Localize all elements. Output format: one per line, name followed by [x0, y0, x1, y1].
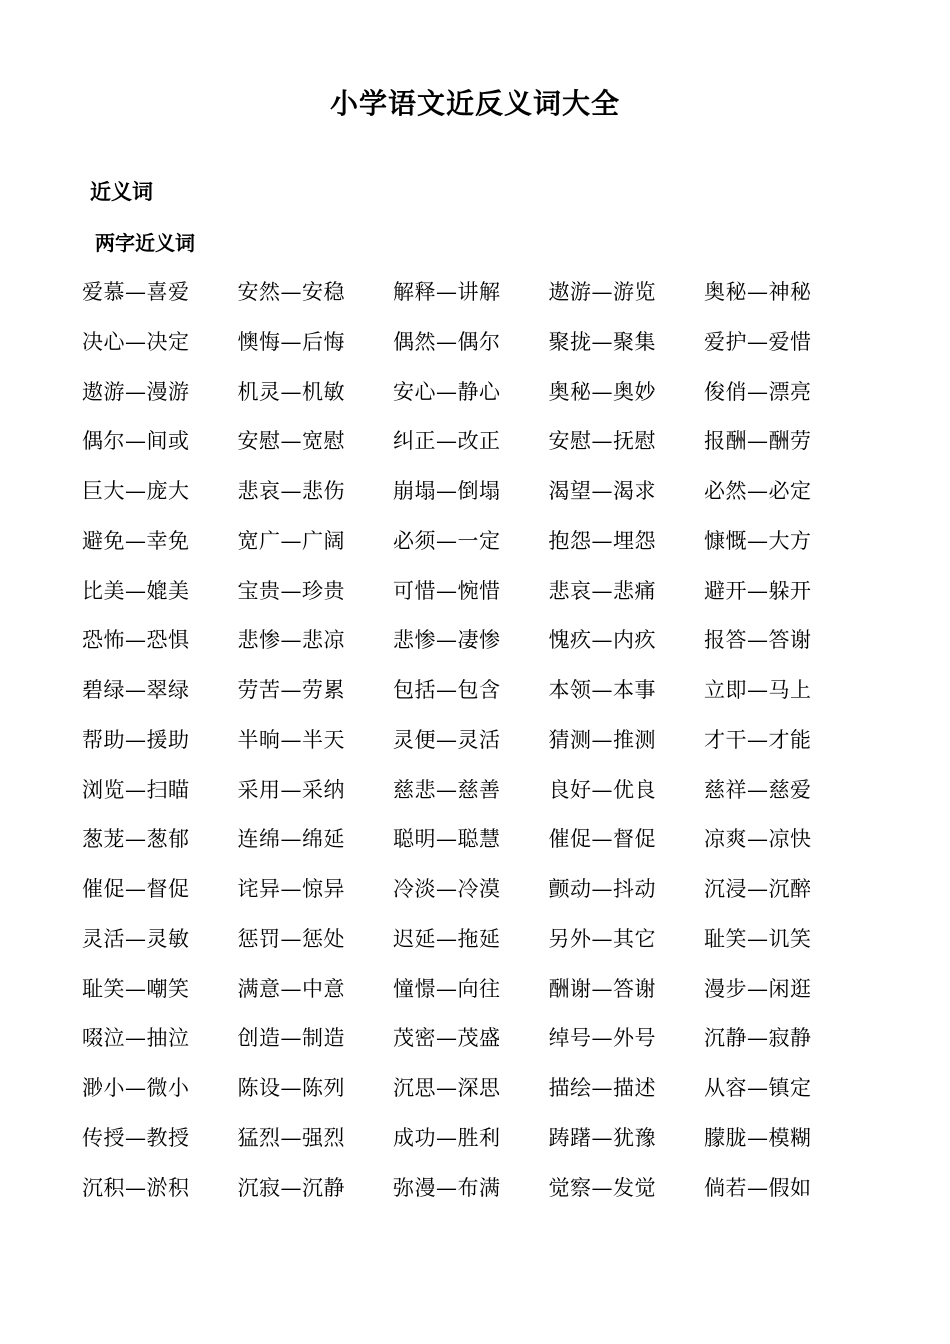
synonym-pair: 另外—其它 [548, 926, 656, 951]
synonym-pair: 灵便—灵活 [393, 727, 501, 752]
synonym-pair: 成功—胜利 [393, 1125, 501, 1150]
synonym-pair: 半晌—半天 [237, 727, 345, 752]
synonym-pair: 满意—中意 [237, 976, 345, 1001]
synonym-pair: 从容—镇定 [704, 1076, 812, 1100]
synonym-pair: 凉爽—凉快 [704, 827, 812, 852]
synonym-pair: 俊俏—漂亮 [704, 379, 812, 404]
synonym-pair: 机灵—机敏 [237, 379, 345, 404]
synonym-pair: 弥漫—布满 [393, 1175, 501, 1200]
synonym-pair: 良好—优良 [548, 777, 656, 802]
synonym-pair: 安慰—宽慰 [237, 429, 345, 454]
synonym-pair: 懊悔—后悔 [237, 329, 345, 354]
synonym-pair: 慈祥—慈爱 [704, 777, 812, 802]
synonym-pair: 灵活—灵敏 [82, 926, 190, 951]
synonym-pair: 连绵—绵延 [237, 827, 345, 852]
synonym-grid [82, 272, 860, 1217]
synonym-pair: 颤动—抖动 [548, 877, 656, 901]
synonym-pair: 劳苦—劳累 [237, 678, 345, 702]
synonym-pair: 猛烈—强烈 [237, 1125, 345, 1150]
synonym-pair: 浏览—扫瞄 [82, 777, 190, 802]
subsection-heading: 两字近义词 [95, 231, 195, 255]
synonym-pair: 避免—幸免 [82, 528, 190, 553]
synonym-pair: 悲哀—悲伤 [237, 479, 345, 503]
synonym-pair: 宽广—广阔 [237, 528, 345, 553]
synonym-pair: 悲惨—悲凉 [237, 628, 345, 653]
synonym-pair: 绰号—外号 [548, 1026, 656, 1051]
synonym-pair: 酬谢—答谢 [548, 976, 656, 1001]
synonym-pair: 遨游—漫游 [82, 379, 190, 404]
synonym-pair: 帮助—援助 [82, 727, 190, 752]
synonym-pair: 慈悲—慈善 [393, 777, 501, 802]
document-title: 小学语文近反义词大全 [329, 87, 620, 120]
synonym-pair: 爱护—爱惜 [704, 329, 812, 354]
synonym-pair: 爱慕—喜爱 [82, 280, 190, 304]
synonym-pair: 葱茏—葱郁 [82, 827, 190, 852]
synonym-pair: 沉积—淤积 [82, 1175, 190, 1200]
synonym-pair: 才干—才能 [704, 727, 812, 752]
synonym-pair: 渴望—渴求 [548, 479, 656, 503]
synonym-pair: 沉浸—沉醉 [704, 877, 812, 901]
synonym-pair: 可惜—惋惜 [393, 578, 501, 603]
synonym-pair: 偶然—偶尔 [393, 329, 501, 354]
section-heading: 近义词 [90, 180, 153, 204]
synonym-pair: 沉静—寂静 [704, 1026, 812, 1051]
synonym-pair: 催促—督促 [82, 877, 190, 901]
synonym-pair: 陈设—陈列 [237, 1076, 345, 1100]
synonym-pair: 包括—包含 [393, 678, 501, 702]
synonym-pair: 茂密—茂盛 [393, 1026, 501, 1051]
synonym-pair: 立即—马上 [704, 678, 812, 702]
synonym-pair: 遨游—游览 [548, 280, 656, 304]
synonym-pair: 奥秘—神秘 [704, 280, 812, 304]
synonym-pair: 比美—媲美 [82, 578, 190, 603]
synonym-pair: 慷慨—大方 [704, 528, 812, 553]
synonym-pair: 解释—讲解 [393, 280, 501, 304]
synonym-pair: 催促—督促 [548, 827, 656, 852]
synonym-pair: 诧异—惊异 [237, 877, 345, 901]
synonym-pair: 沉思—深思 [393, 1076, 501, 1100]
synonym-pair: 碧绿—翠绿 [82, 678, 190, 702]
synonym-pair: 避开—躲开 [704, 578, 812, 603]
synonym-pair: 报答—答谢 [704, 628, 812, 653]
synonym-pair: 倘若—假如 [704, 1175, 812, 1200]
synonym-pair: 耻笑—嘲笑 [82, 976, 190, 1001]
synonym-pair: 渺小—微小 [82, 1076, 190, 1100]
synonym-pair: 猜测—推测 [548, 727, 656, 752]
synonym-pair: 踌躇—犹豫 [548, 1125, 656, 1150]
synonym-pair: 奥秘—奥妙 [548, 379, 656, 404]
synonym-pair: 安心—静心 [393, 379, 501, 404]
synonym-pair: 采用—采纳 [237, 777, 345, 802]
synonym-pair: 必须—一定 [393, 528, 501, 553]
synonym-pair: 巨大—庞大 [82, 479, 190, 503]
synonym-pair: 觉察—发觉 [548, 1175, 656, 1200]
synonym-pair: 朦胧—模糊 [704, 1125, 812, 1150]
synonym-pair: 悲哀—悲痛 [548, 578, 656, 603]
synonym-pair: 本领—本事 [548, 678, 656, 702]
synonym-pair: 创造—制造 [237, 1026, 345, 1051]
synonym-pair: 啜泣—抽泣 [82, 1026, 190, 1051]
synonym-pair: 传授—教授 [82, 1125, 190, 1150]
synonym-pair: 沉寂—沉静 [237, 1175, 345, 1200]
synonym-pair: 必然—必定 [704, 479, 812, 503]
synonym-pair: 宝贵—珍贵 [237, 578, 345, 603]
synonym-pair: 聚拢—聚集 [548, 329, 656, 354]
synonym-pair: 偶尔—间或 [82, 429, 190, 454]
synonym-pair: 抱怨—埋怨 [548, 528, 656, 553]
synonym-pair: 报酬—酬劳 [704, 429, 812, 454]
synonym-pair: 安然—安稳 [237, 280, 345, 304]
synonym-pair: 纠正—改正 [393, 429, 501, 454]
synonym-pair: 惩罚—惩处 [237, 926, 345, 951]
synonym-pair: 崩塌—倒塌 [393, 479, 501, 503]
synonym-pair: 悲惨—凄惨 [393, 628, 501, 653]
synonym-pair: 聪明—聪慧 [393, 827, 501, 852]
synonym-pair: 冷淡—冷漠 [393, 877, 501, 901]
synonym-pair: 憧憬—向往 [393, 976, 501, 1001]
synonym-pair: 决心—决定 [82, 329, 190, 354]
synonym-pair: 漫步—闲逛 [704, 976, 812, 1001]
synonym-pair: 迟延—拖延 [393, 926, 501, 951]
synonym-pair: 恐怖—恐惧 [82, 628, 190, 653]
synonym-pair: 愧疚—内疚 [548, 628, 656, 653]
synonym-pair: 耻笑—讥笑 [704, 926, 812, 951]
synonym-pair: 描绘—描述 [548, 1076, 656, 1100]
synonym-pair: 安慰—抚慰 [548, 429, 656, 454]
